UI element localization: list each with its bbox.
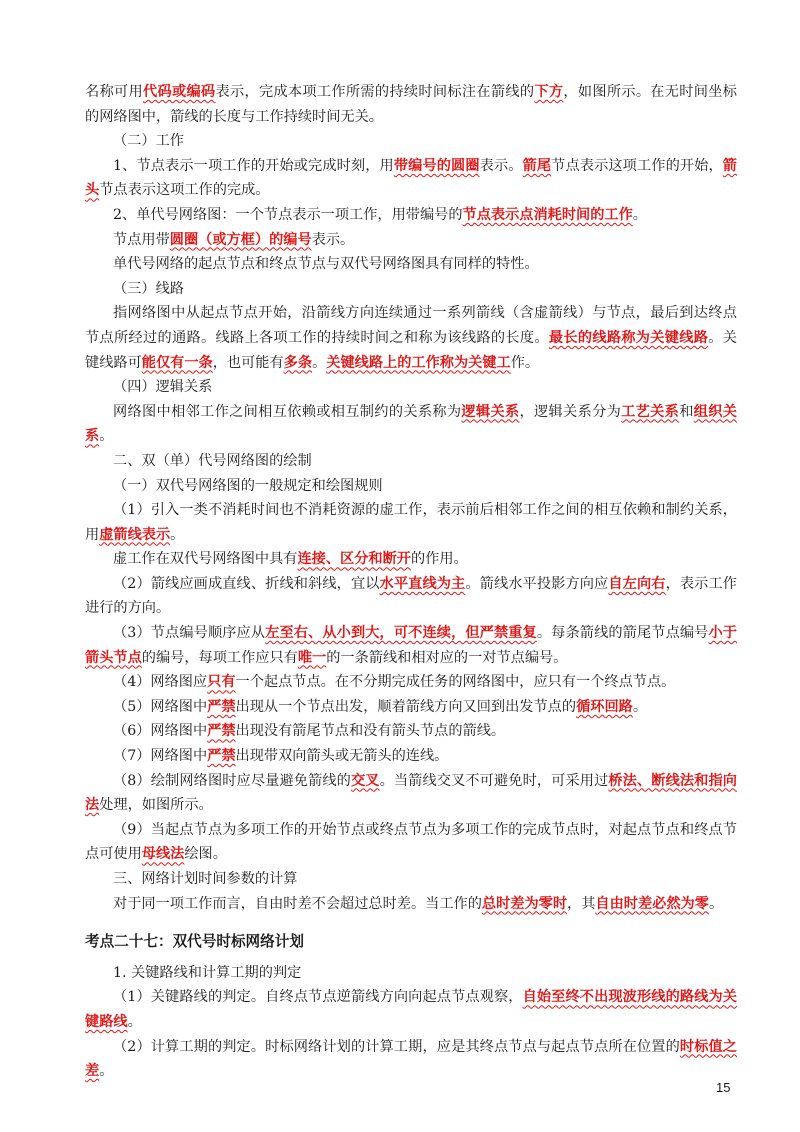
text-run: 2、单代号网络图：一个节点表示一项工作，用带编号的 <box>113 206 463 223</box>
text-run: 。 <box>312 354 327 371</box>
text-run: （7）网络图中 <box>113 748 208 765</box>
text-run: 指网络图中从起点节点开始，沿箭线方向连续通过一系列箭线（含虚箭线）与节点，最后到达终点节点所经过的通路。线路上各项工作的持续时间之和称为该线路的长度。 <box>85 305 737 346</box>
text-run: 表示。 <box>311 231 355 248</box>
text-run: （三）线路 <box>113 280 184 297</box>
text-run: 节点用带 <box>113 231 170 248</box>
highlighted-term: 左至右、从小到大，可不连续，但严禁重复 <box>265 625 537 642</box>
text-run: 的一条箭线和相对应的一对节点编号。 <box>326 649 568 666</box>
text-run: （1）引入一类不消耗时间也不消耗资源的虚工作，表示前后相邻工作之间的相互依赖和制约关系，用 <box>85 502 737 543</box>
text-run: 三、网络计划时间参数的计算 <box>113 871 298 887</box>
text-run: （2）计算工期的判定。时标网络计划的计算工期，应是其终点节点与起点节点所在位置的 <box>113 1038 680 1055</box>
text-run: （一）双代号网络图的一般规定和绘图规则 <box>113 477 383 494</box>
text-run: 。 <box>99 1063 114 1080</box>
highlighted-term: 工艺关系 <box>621 403 680 420</box>
paragraph <box>85 961 737 986</box>
paragraph <box>85 867 737 892</box>
highlighted-term: 总时差为零时 <box>481 895 568 912</box>
paragraph <box>85 498 737 547</box>
paragraph <box>85 129 737 154</box>
highlighted-term: 水平直线为主 <box>379 575 466 592</box>
paragraph <box>85 375 737 400</box>
paragraph <box>85 1035 737 1084</box>
highlighted-term: 带编号的圆圈 <box>393 157 480 174</box>
text-run: ，逻辑关系分为 <box>519 403 622 420</box>
highlighted-term: 圆圈（或方框）的编号 <box>169 231 312 248</box>
text-run: 的编号，每项工作应只有 <box>141 649 298 666</box>
text-run: 1. 关键路线和计算工期的判定 <box>113 964 302 981</box>
text-run: 表示。 <box>479 157 523 174</box>
text-run: 对于同一项工作而言，自由时差不会超过总时差。当工作的 <box>113 895 482 912</box>
paragraph <box>85 719 737 744</box>
document-page <box>85 80 737 1084</box>
text-run: （2）箭线应画成直线、折线和斜线，宜以 <box>113 575 380 592</box>
highlighted-term: 箭头 <box>85 157 737 199</box>
highlighted-term: 代码或编码 <box>142 84 216 100</box>
text-run: 。 <box>708 895 724 912</box>
highlighted-term: 小于箭头节点 <box>85 625 737 666</box>
paragraph <box>85 547 737 572</box>
text-run: （5）网络图中 <box>113 698 208 715</box>
highlighted-term: 桥法、断线法和指向法 <box>85 772 737 814</box>
text-run: ，也可能有 <box>212 354 284 371</box>
paragraph <box>85 474 737 499</box>
highlighted-term: 箭尾 <box>522 157 552 174</box>
paragraph <box>85 228 737 253</box>
text-run: 表示，完成本项工作所需的持续时间标注在箭线的 <box>215 84 535 100</box>
highlighted-term: 自左向右 <box>608 575 666 592</box>
highlighted-term: 唯一 <box>297 649 327 666</box>
text-run: 1、节点表示一项工作的开始或完成时刻，用 <box>113 157 394 174</box>
text-run: （9）当起点节点为多项工作的开始节点或终点节点为多项工作的完成节点时，对起点节点和终点节点可使用 <box>85 821 737 863</box>
highlighted-term: 逻辑关系 <box>461 403 520 420</box>
highlighted-term: 虚箭线表示 <box>99 526 171 543</box>
text-run: （二）工作 <box>113 133 184 150</box>
paragraph <box>85 400 737 449</box>
highlighted-term: 严禁 <box>207 698 236 715</box>
text-run: 。 <box>632 698 648 715</box>
text-run: 。每条箭线的箭尾节点编号 <box>536 625 709 642</box>
text-run: 节点表示这项工作的完成。 <box>99 182 270 199</box>
text-run: 作。 <box>510 354 540 371</box>
text-run: （3）节点编号顺序应从 <box>113 625 266 642</box>
text-run: 网络图中相邻工作之间相互依赖或相互制约的关系称为 <box>113 403 462 420</box>
text-run: 节点表示这项工作的开始， <box>551 157 723 174</box>
text-run: 。 <box>632 206 647 223</box>
paragraph <box>85 621 737 670</box>
body-text-after-heading <box>85 961 737 1084</box>
paragraph <box>85 252 737 277</box>
highlighted-term: 下方 <box>534 84 564 100</box>
text-run: 。 <box>99 428 114 445</box>
highlighted-term: 循环回路 <box>576 698 633 715</box>
highlighted-term: 时标值之差 <box>85 1038 737 1080</box>
paragraph <box>85 203 737 228</box>
paragraph <box>85 449 737 474</box>
text-run: 名称可用 <box>85 84 143 100</box>
highlighted-term: 自始至终不出现波形线的路线为关键路线 <box>85 989 737 1030</box>
page-number: 15 <box>716 1080 731 1095</box>
paragraph <box>85 80 737 129</box>
highlighted-term: 最长的线路称为关键线路 <box>548 329 709 346</box>
text-run: 二、双（单）代号网络图的绘制 <box>113 452 312 469</box>
text-run: ，如图所示。在无时间坐标的网络图中，箭线的长度与工作持续时间无关。 <box>85 84 737 125</box>
paragraph <box>85 301 737 375</box>
paragraph <box>85 695 737 720</box>
text-run: 。 <box>127 1013 142 1030</box>
highlighted-term: 多条 <box>283 354 313 371</box>
text-run: 出现从一个节点出发，顺着箭线方向又回到出发节点的 <box>235 698 577 715</box>
text-run: （8）绘制网络图时应尽量避免箭线的 <box>113 772 351 789</box>
paragraph <box>85 818 737 867</box>
text-run: （6）网络图中 <box>113 723 208 740</box>
text-run: 。关键线路可 <box>85 329 737 371</box>
highlighted-term: 组织关系 <box>85 403 737 445</box>
highlighted-term: 交叉 <box>350 772 380 789</box>
highlighted-term: 关键线路上的工作称为关键工 <box>326 354 511 371</box>
paragraph <box>85 744 737 769</box>
paragraph <box>85 572 737 621</box>
section-heading: 考点二十七：双代号时标网络计划 <box>85 933 304 951</box>
text-run: 出现带双向箭头或无箭头的连线。 <box>235 748 449 765</box>
highlighted-term: 能仅有一条 <box>141 354 213 371</box>
text-run: 。当箭线交叉不可避免时，可采用过 <box>379 772 609 789</box>
text-run: ，其 <box>567 895 596 912</box>
highlighted-term: 连接、区分和断开 <box>297 551 411 568</box>
text-run: （4）网络图应 <box>113 674 208 691</box>
highlighted-term: 自由时差必然为零 <box>595 895 709 912</box>
text-run: 。箭线水平投影方向应 <box>465 575 609 592</box>
highlighted-term: 节点表示点消耗时间的工作 <box>462 206 633 223</box>
text-run: 虚工作在双代号网络图中具有 <box>113 551 298 568</box>
text-run: 出现没有箭尾节点和没有箭头节点的箭线。 <box>235 723 506 740</box>
highlighted-term: 母线法 <box>141 846 185 863</box>
paragraph <box>85 985 737 1034</box>
highlighted-term: 严禁 <box>207 748 236 765</box>
text-run: ，表示工作进行的方向。 <box>85 575 737 617</box>
text-run: 。 <box>170 526 185 543</box>
text-run: 一个起点节点。在不分期完成任务的网络图中，应只有一个终点节点。 <box>235 674 676 691</box>
paragraph <box>85 277 737 302</box>
paragraph <box>85 154 737 203</box>
body-text-before-heading <box>85 80 737 916</box>
text-run: 和 <box>679 403 694 420</box>
text-run: 单代号网络的起点节点和终点节点与双代号网络图具有同样的特性。 <box>113 256 539 273</box>
paragraph <box>85 769 737 818</box>
text-run: 的作用。 <box>410 551 468 568</box>
paragraph <box>85 892 737 917</box>
highlighted-term: 只有 <box>207 674 236 691</box>
text-run: 处理，如图所示。 <box>99 797 213 814</box>
text-run: 绘图。 <box>184 846 227 863</box>
text-run: （四）逻辑关系 <box>113 379 213 396</box>
text-run: （1）关键路线的判定。自终点节点逆箭线方向向起点节点观察， <box>113 989 523 1006</box>
paragraph <box>85 670 737 695</box>
highlighted-term: 严禁 <box>207 723 236 740</box>
